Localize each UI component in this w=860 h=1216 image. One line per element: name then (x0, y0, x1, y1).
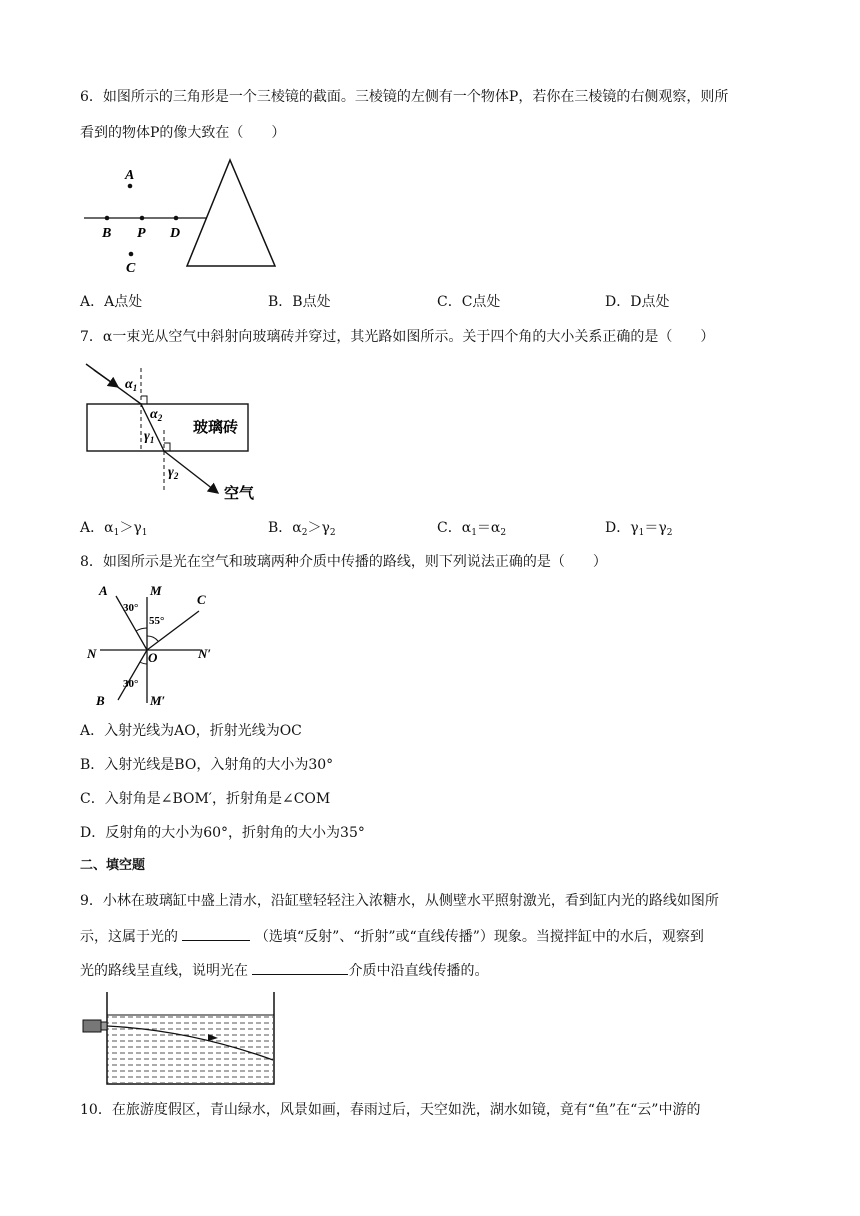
q8-option-d: D．反射角的大小为60°，折射角的大小为35° (80, 825, 365, 841)
q7-gamma1-subscript: 1 (149, 435, 155, 445)
q8-stem-line1: 8．如图所示是光在空气和玻璃两种介质中传播的路线，则下列说法正确的是（ ） (80, 554, 607, 570)
q7-label-air: 空气 (224, 484, 255, 502)
q7-option-c: C．$\alpha_1=\alpha_2$ (437, 520, 507, 538)
q8-label-n: N (87, 646, 97, 661)
q7-gamma2-symbol: γ (168, 465, 174, 480)
q6-label-c: C (126, 261, 136, 276)
q7-stem-line1: 7．α一束光从空气中斜射向玻璃砖并穿过，其光路如图所示。关于四个角的大小关系正确的是（ ） (80, 329, 715, 345)
q7-gamma1-symbol: γ (144, 429, 150, 444)
q8-label-c: C (197, 592, 206, 607)
q8-label-b: B (96, 693, 105, 708)
section-title-fill-blank: 二、填空题 (80, 858, 146, 873)
q6-label-d: D (170, 226, 181, 241)
q8-angle-55: 55° (149, 615, 165, 627)
q10-stem-line1: 10．在旅游度假区，青山绿水，风景如画，春雨过后，天空如洗，湖水如镜，竟有“鱼”在“云”中游的 (80, 1102, 701, 1118)
q8-label-n-prime: N′ (198, 646, 212, 661)
q8-option-b: B．入射光线是BO，入射角的大小为30° (80, 757, 334, 773)
q7-alpha1-subscript: 1 (132, 383, 138, 393)
q8-label-a: A (99, 583, 108, 598)
q8-option-a: A．入射光线为AO，折射光线为OC (80, 723, 302, 739)
q7-alpha2-symbol: α (150, 407, 158, 422)
q8-label-m-prime: M′ (150, 693, 166, 708)
q7-alpha1-symbol: α (125, 377, 133, 392)
q6-label-p: P (137, 226, 146, 241)
q8-label-m: M (150, 583, 162, 598)
q6-stem-line2: 看到的物体P的像大致在（ ） (80, 125, 286, 141)
q8-angle-30-top: 30° (123, 602, 139, 614)
q6-label-a: A (125, 168, 135, 183)
q7-option-b: B．$\alpha_2>\gamma_2$ (268, 520, 336, 538)
q6-option-b: B．B点处 (268, 294, 331, 310)
q9-stem-line2: 示，这属于光的 （选填“反射”、“折射”或“直线传播”）现象。当搅拌缸中的水后，观察到 (80, 926, 704, 946)
q6-stem-line1: 6．如图所示的三角形是一个三棱镜的截面。三棱镜的左侧有一个物体P，若你在三棱镜的右侧观察，则所 (80, 89, 729, 105)
q8-angle-30-bottom: 30° (123, 678, 139, 690)
q7-label-glass: 玻璃砖 (193, 418, 239, 436)
q7-option-a: A．$\alpha_1>\gamma_1$ (80, 520, 148, 538)
q6-option-a: A．A点处 (80, 294, 143, 310)
q6-option-c: C．C点处 (437, 294, 501, 310)
q8-option-c: C．入射角是∠BOM′，折射角是∠COM (80, 791, 331, 807)
q9-stem-line3: 光的路线呈直线，说明光在 介质中沿直线传播的。 (80, 960, 488, 980)
q7-option-d: D．$\gamma_1=\gamma_2$ (605, 520, 673, 538)
q7-gamma2-subscript: 2 (173, 471, 179, 481)
q6-label-b: B (102, 226, 112, 241)
q7-alpha2-subscript: 2 (157, 413, 163, 423)
q8-label-o: O (148, 650, 158, 665)
q6-option-d: D．D点处 (605, 294, 670, 310)
q9-stem-line1: 9．小林在玻璃缸中盛上清水，沿缸壁轻轻注入浓糖水，从侧壁水平照射激光，看到缸内光的路线如图所 (80, 893, 719, 909)
